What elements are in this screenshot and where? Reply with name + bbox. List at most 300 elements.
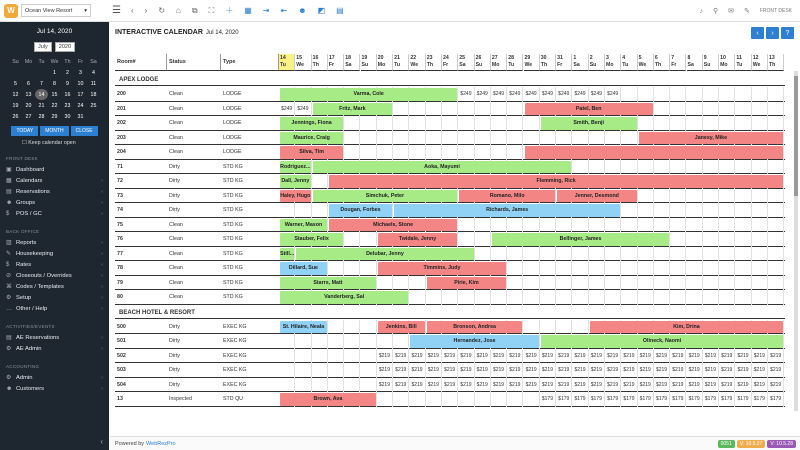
- day-cell[interactable]: [556, 320, 572, 335]
- day-cell[interactable]: $219: [719, 378, 735, 393]
- day-cell[interactable]: [393, 145, 409, 160]
- day-cell[interactable]: [670, 102, 686, 117]
- day-cell[interactable]: [295, 378, 311, 393]
- day-header[interactable]: 31 Fr: [556, 54, 572, 71]
- day-cell[interactable]: $249: [572, 87, 588, 102]
- day-cell[interactable]: [687, 87, 703, 102]
- day-cell[interactable]: $219: [393, 349, 409, 364]
- day-cell[interactable]: $249: [458, 87, 474, 102]
- day-cell[interactable]: [605, 247, 621, 262]
- day-cell[interactable]: $219: [442, 349, 458, 364]
- day-cell[interactable]: [312, 363, 328, 378]
- day-cell[interactable]: [735, 116, 751, 131]
- day-cell[interactable]: $179: [654, 392, 670, 407]
- day-cell[interactable]: [344, 116, 360, 131]
- day-header[interactable]: 13 Th: [768, 54, 784, 71]
- year-select[interactable]: 2020: [55, 42, 75, 52]
- day-cell[interactable]: [295, 349, 311, 364]
- day-cell[interactable]: $219: [491, 363, 507, 378]
- day-cell[interactable]: [687, 261, 703, 276]
- reservation-bar[interactable]: Patel, Ben: [525, 103, 653, 116]
- day-cell[interactable]: [475, 131, 491, 146]
- reservation-bar[interactable]: Maurice, Craig: [280, 132, 343, 145]
- day-cell[interactable]: [621, 290, 637, 305]
- day-cell[interactable]: [442, 116, 458, 131]
- day-cell[interactable]: [719, 232, 735, 247]
- day-cell[interactable]: $219: [524, 363, 540, 378]
- brand-link[interactable]: WebRezPro: [146, 440, 176, 447]
- day-header[interactable]: 28 Tu: [507, 54, 523, 71]
- reservation-bar[interactable]: Simchuk, Peter: [313, 190, 458, 203]
- day-cell[interactable]: $219: [572, 378, 588, 393]
- day-cell[interactable]: $219: [621, 363, 637, 378]
- reservation-bar[interactable]: St. Hilaire, Neala: [280, 321, 327, 334]
- day-cell[interactable]: [426, 131, 442, 146]
- day-cell[interactable]: [638, 189, 654, 204]
- day-cell[interactable]: [475, 218, 491, 233]
- day-cell[interactable]: $219: [638, 378, 654, 393]
- day-cell[interactable]: $219: [605, 349, 621, 364]
- day-cell[interactable]: [491, 116, 507, 131]
- day-cell[interactable]: [491, 131, 507, 146]
- calendar-day[interactable]: 17: [77, 91, 84, 98]
- day-cell[interactable]: [605, 261, 621, 276]
- day-cell[interactable]: $219: [426, 349, 442, 364]
- reservation-bar[interactable]: [525, 146, 784, 159]
- day-cell[interactable]: [344, 378, 360, 393]
- reservation-bar[interactable]: Dougan, Forbes: [329, 204, 392, 217]
- day-cell[interactable]: [344, 232, 360, 247]
- day-cell[interactable]: [687, 290, 703, 305]
- reservation-bar[interactable]: Twidale, Jenny: [378, 233, 458, 246]
- calendar-day[interactable]: 25: [90, 102, 97, 109]
- day-cell[interactable]: [735, 102, 751, 117]
- calendar-day[interactable]: 5: [14, 80, 17, 87]
- day-cell[interactable]: [409, 102, 425, 117]
- calendar-day[interactable]: 26: [12, 113, 19, 120]
- day-cell[interactable]: [621, 261, 637, 276]
- day-cell[interactable]: [670, 218, 686, 233]
- reservation-bar[interactable]: Janesy, Mike: [639, 132, 784, 145]
- day-cell[interactable]: [328, 363, 344, 378]
- reservation-bar[interactable]: Vanderberg, Sal: [280, 291, 408, 304]
- reservation-bar[interactable]: Varma, Cole: [280, 88, 457, 101]
- day-cell[interactable]: $219: [393, 378, 409, 393]
- day-cell[interactable]: $219: [621, 349, 637, 364]
- day-cell[interactable]: [752, 189, 768, 204]
- day-cell[interactable]: [344, 363, 360, 378]
- day-cell[interactable]: [312, 334, 328, 349]
- day-cell[interactable]: [670, 203, 686, 218]
- day-cell[interactable]: [475, 145, 491, 160]
- day-cell[interactable]: [458, 392, 474, 407]
- day-header[interactable]: 9 Su: [703, 54, 719, 71]
- day-cell[interactable]: [540, 320, 556, 335]
- day-cell[interactable]: [768, 218, 784, 233]
- day-cell[interactable]: $219: [752, 378, 768, 393]
- day-header[interactable]: 12 We: [752, 54, 768, 71]
- day-cell[interactable]: [687, 276, 703, 291]
- day-cell[interactable]: [344, 261, 360, 276]
- day-cell[interactable]: [409, 145, 425, 160]
- day-cell[interactable]: $219: [589, 378, 605, 393]
- day-cell[interactable]: $219: [670, 363, 686, 378]
- day-cell[interactable]: $219: [703, 363, 719, 378]
- day-cell[interactable]: [361, 131, 377, 146]
- day-cell[interactable]: [556, 261, 572, 276]
- calendar-day[interactable]: 3: [79, 69, 82, 76]
- day-cell[interactable]: $219: [703, 349, 719, 364]
- day-cell[interactable]: [768, 247, 784, 262]
- day-cell[interactable]: [621, 276, 637, 291]
- day-cell[interactable]: [572, 261, 588, 276]
- scrollbar[interactable]: [794, 71, 798, 411]
- day-cell[interactable]: [458, 131, 474, 146]
- day-cell[interactable]: [768, 261, 784, 276]
- day-header[interactable]: 18 Sa: [344, 54, 360, 71]
- day-cell[interactable]: [491, 392, 507, 407]
- day-cell[interactable]: [735, 87, 751, 102]
- day-cell[interactable]: [687, 102, 703, 117]
- day-cell[interactable]: [524, 392, 540, 407]
- day-cell[interactable]: [393, 392, 409, 407]
- day-cell[interactable]: [507, 290, 523, 305]
- day-cell[interactable]: [621, 247, 637, 262]
- calendar-day[interactable]: 30: [64, 113, 71, 120]
- day-cell[interactable]: [377, 116, 393, 131]
- reservation-bar[interactable]: Kim, Drina: [590, 321, 784, 334]
- day-cell[interactable]: $249: [524, 87, 540, 102]
- day-cell[interactable]: $179: [703, 392, 719, 407]
- day-cell[interactable]: [507, 392, 523, 407]
- day-cell[interactable]: [621, 203, 637, 218]
- day-header[interactable]: 5 We: [638, 54, 654, 71]
- calendar-day[interactable]: 12: [12, 91, 19, 98]
- reservation-bar[interactable]: Jennings, Fiona: [280, 117, 343, 130]
- day-cell[interactable]: [361, 145, 377, 160]
- day-cell[interactable]: $249: [475, 87, 491, 102]
- reports-icon[interactable]: ◩: [317, 6, 326, 15]
- day-cell[interactable]: [491, 102, 507, 117]
- day-cell[interactable]: [752, 247, 768, 262]
- day-cell[interactable]: [377, 131, 393, 146]
- day-cell[interactable]: [458, 145, 474, 160]
- reservation-bar[interactable]: Pirie, Kim: [427, 277, 507, 290]
- day-cell[interactable]: $179: [670, 392, 686, 407]
- day-cell[interactable]: [475, 247, 491, 262]
- day-cell[interactable]: [328, 261, 344, 276]
- day-header[interactable]: 8 Sa: [687, 54, 703, 71]
- day-cell[interactable]: [361, 378, 377, 393]
- calendar-day[interactable]: 24: [77, 102, 84, 109]
- day-cell[interactable]: [719, 247, 735, 262]
- day-cell[interactable]: [638, 203, 654, 218]
- day-cell[interactable]: [572, 290, 588, 305]
- day-cell[interactable]: [344, 334, 360, 349]
- day-header[interactable]: 25 Sa: [458, 54, 474, 71]
- day-cell[interactable]: $219: [621, 378, 637, 393]
- calendar-day[interactable]: 16: [64, 91, 71, 98]
- calendar-day[interactable]: 29: [51, 113, 58, 120]
- day-cell[interactable]: [279, 363, 295, 378]
- day-cell[interactable]: [638, 247, 654, 262]
- menu-item[interactable]: [0, 343, 109, 354]
- day-cell[interactable]: $249: [295, 102, 311, 117]
- day-cell[interactable]: [670, 232, 686, 247]
- month-select[interactable]: July: [34, 42, 52, 52]
- reservation-bar[interactable]: Dillard, Sue: [280, 262, 327, 275]
- day-cell[interactable]: [752, 160, 768, 175]
- day-cell[interactable]: [638, 290, 654, 305]
- reservation-bar[interactable]: Michaels, Stone: [329, 219, 457, 232]
- day-cell[interactable]: $219: [572, 363, 588, 378]
- day-cell[interactable]: $219: [475, 363, 491, 378]
- day-cell[interactable]: $179: [735, 392, 751, 407]
- day-cell[interactable]: [524, 131, 540, 146]
- day-cell[interactable]: [312, 349, 328, 364]
- day-cell[interactable]: [426, 290, 442, 305]
- forward-icon[interactable]: ›: [144, 6, 148, 15]
- day-cell[interactable]: [605, 290, 621, 305]
- day-cell[interactable]: [719, 189, 735, 204]
- calendar-day[interactable]: 15: [51, 91, 58, 98]
- day-cell[interactable]: [540, 131, 556, 146]
- checkout-icon[interactable]: ⇤: [280, 6, 288, 15]
- day-cell[interactable]: [719, 116, 735, 131]
- day-cell[interactable]: [442, 131, 458, 146]
- day-cell[interactable]: [687, 189, 703, 204]
- fullscreen-icon[interactable]: ⛶: [208, 5, 215, 15]
- day-cell[interactable]: $179: [752, 392, 768, 407]
- day-cell[interactable]: [654, 203, 670, 218]
- day-header[interactable]: 24 Fr: [442, 54, 458, 71]
- day-cell[interactable]: [735, 276, 751, 291]
- day-header[interactable]: 30 Th: [540, 54, 556, 71]
- day-cell[interactable]: [589, 261, 605, 276]
- day-header[interactable]: 6 Th: [654, 54, 670, 71]
- day-cell[interactable]: [328, 334, 344, 349]
- day-cell[interactable]: [670, 276, 686, 291]
- calendar-day[interactable]: 8: [53, 80, 56, 87]
- day-cell[interactable]: [475, 290, 491, 305]
- day-cell[interactable]: $219: [556, 363, 572, 378]
- day-cell[interactable]: $219: [638, 349, 654, 364]
- day-cell[interactable]: [735, 290, 751, 305]
- day-cell[interactable]: [638, 276, 654, 291]
- day-cell[interactable]: $179: [589, 392, 605, 407]
- day-cell[interactable]: [540, 218, 556, 233]
- day-cell[interactable]: [442, 102, 458, 117]
- day-cell[interactable]: [426, 145, 442, 160]
- day-cell[interactable]: $219: [507, 363, 523, 378]
- day-cell[interactable]: $249: [491, 87, 507, 102]
- day-cell[interactable]: $219: [458, 378, 474, 393]
- day-header[interactable]: 11 Tu: [735, 54, 751, 71]
- day-cell[interactable]: [719, 276, 735, 291]
- day-cell[interactable]: $219: [589, 349, 605, 364]
- day-cell[interactable]: [703, 276, 719, 291]
- day-cell[interactable]: [752, 203, 768, 218]
- reservation-bar[interactable]: Romano, Milo: [459, 190, 555, 203]
- reservation-bar[interactable]: Dall, Jenny: [280, 175, 311, 188]
- menu-item[interactable]: [0, 270, 109, 281]
- day-cell[interactable]: $219: [687, 378, 703, 393]
- menu-item[interactable]: [0, 237, 109, 248]
- window-icon[interactable]: ⧉: [191, 5, 198, 15]
- day-cell[interactable]: [556, 290, 572, 305]
- day-cell[interactable]: [295, 363, 311, 378]
- day-cell[interactable]: [475, 392, 491, 407]
- day-cell[interactable]: [409, 392, 425, 407]
- day-cell[interactable]: $219: [670, 378, 686, 393]
- day-cell[interactable]: [458, 218, 474, 233]
- day-cell[interactable]: [328, 378, 344, 393]
- day-cell[interactable]: [312, 203, 328, 218]
- day-cell[interactable]: $219: [572, 349, 588, 364]
- day-cell[interactable]: [654, 116, 670, 131]
- day-cell[interactable]: [654, 247, 670, 262]
- day-cell[interactable]: [638, 87, 654, 102]
- day-cell[interactable]: [475, 116, 491, 131]
- day-cell[interactable]: [507, 218, 523, 233]
- day-cell[interactable]: [687, 247, 703, 262]
- add-icon[interactable]: ＋: [225, 6, 234, 15]
- menu-item[interactable]: [0, 164, 109, 175]
- day-cell[interactable]: [638, 160, 654, 175]
- day-cell[interactable]: $219: [687, 363, 703, 378]
- day-cell[interactable]: [279, 349, 295, 364]
- day-cell[interactable]: [524, 247, 540, 262]
- day-cell[interactable]: [752, 261, 768, 276]
- calendar-day[interactable]: 21: [38, 102, 45, 109]
- day-cell[interactable]: [279, 378, 295, 393]
- day-cell[interactable]: $219: [409, 349, 425, 364]
- day-cell[interactable]: [279, 203, 295, 218]
- day-cell[interactable]: [524, 261, 540, 276]
- month-button[interactable]: MONTH: [40, 126, 68, 136]
- day-cell[interactable]: [572, 218, 588, 233]
- property-select[interactable]: Ocean View Resort ▾: [21, 4, 91, 17]
- day-cell[interactable]: $219: [752, 363, 768, 378]
- day-cell[interactable]: $219: [409, 378, 425, 393]
- day-header[interactable]: 19 Su: [361, 54, 377, 71]
- day-cell[interactable]: $249: [556, 87, 572, 102]
- day-cell[interactable]: $219: [556, 378, 572, 393]
- day-cell[interactable]: [768, 232, 784, 247]
- home-icon[interactable]: ⌂: [176, 6, 181, 15]
- day-cell[interactable]: [670, 189, 686, 204]
- day-cell[interactable]: [719, 261, 735, 276]
- day-cell[interactable]: [703, 102, 719, 117]
- day-cell[interactable]: [344, 131, 360, 146]
- calendar-day[interactable]: 20: [25, 102, 32, 109]
- reservation-bar[interactable]: Bellinger, James: [492, 233, 669, 246]
- day-cell[interactable]: [426, 102, 442, 117]
- day-cell[interactable]: [752, 232, 768, 247]
- day-cell[interactable]: [768, 102, 784, 117]
- day-cell[interactable]: [735, 218, 751, 233]
- day-cell[interactable]: $219: [605, 378, 621, 393]
- day-cell[interactable]: $219: [475, 349, 491, 364]
- reservation-bar[interactable]: Jenner, Desmond: [557, 190, 637, 203]
- day-cell[interactable]: $179: [687, 392, 703, 407]
- day-cell[interactable]: [393, 102, 409, 117]
- day-cell[interactable]: [621, 87, 637, 102]
- day-cell[interactable]: [507, 247, 523, 262]
- day-cell[interactable]: [638, 218, 654, 233]
- day-cell[interactable]: [540, 261, 556, 276]
- group-icon[interactable]: ☻: [298, 6, 307, 15]
- day-cell[interactable]: $219: [703, 378, 719, 393]
- day-cell[interactable]: [768, 116, 784, 131]
- day-cell[interactable]: [572, 131, 588, 146]
- day-cell[interactable]: [670, 261, 686, 276]
- calendar-day[interactable]: 10: [77, 80, 84, 87]
- day-cell[interactable]: $219: [458, 349, 474, 364]
- day-cell[interactable]: [393, 276, 409, 291]
- day-cell[interactable]: [735, 160, 751, 175]
- day-cell[interactable]: [735, 247, 751, 262]
- day-cell[interactable]: [344, 349, 360, 364]
- reservation-bar[interactable]: Olineck, Naomi: [541, 335, 784, 348]
- day-cell[interactable]: [458, 102, 474, 117]
- calendar-day[interactable]: 14: [35, 89, 48, 100]
- day-header[interactable]: 2 Su: [589, 54, 605, 71]
- day-cell[interactable]: [654, 290, 670, 305]
- day-cell[interactable]: [654, 87, 670, 102]
- day-cell[interactable]: $249: [605, 87, 621, 102]
- menu-item[interactable]: [0, 208, 109, 219]
- day-cell[interactable]: [572, 247, 588, 262]
- day-cell[interactable]: [703, 247, 719, 262]
- day-cell[interactable]: [475, 232, 491, 247]
- day-cell[interactable]: $179: [719, 392, 735, 407]
- day-cell[interactable]: $219: [638, 363, 654, 378]
- menu-item[interactable]: [0, 383, 109, 394]
- day-cell[interactable]: $179: [638, 392, 654, 407]
- day-cell[interactable]: $219: [735, 378, 751, 393]
- day-cell[interactable]: $249: [279, 102, 295, 117]
- day-cell[interactable]: [507, 276, 523, 291]
- day-cell[interactable]: [524, 218, 540, 233]
- day-header[interactable]: 4 Tu: [621, 54, 637, 71]
- day-cell[interactable]: $219: [442, 378, 458, 393]
- day-cell[interactable]: [409, 116, 425, 131]
- day-cell[interactable]: [719, 87, 735, 102]
- collapse-icon[interactable]: ‹: [100, 437, 103, 446]
- day-cell[interactable]: [703, 261, 719, 276]
- day-cell[interactable]: $219: [605, 363, 621, 378]
- day-cell[interactable]: [475, 102, 491, 117]
- day-cell[interactable]: [687, 232, 703, 247]
- day-cell[interactable]: [654, 218, 670, 233]
- day-cell[interactable]: $219: [654, 378, 670, 393]
- day-cell[interactable]: [605, 160, 621, 175]
- day-cell[interactable]: [605, 276, 621, 291]
- day-cell[interactable]: $179: [621, 392, 637, 407]
- reservation-bar[interactable]: Fritz, Mark: [313, 103, 393, 116]
- day-cell[interactable]: [768, 276, 784, 291]
- day-cell[interactable]: [295, 334, 311, 349]
- day-cell[interactable]: [768, 160, 784, 175]
- day-cell[interactable]: [409, 290, 425, 305]
- day-header[interactable]: 20 Mo: [377, 54, 393, 71]
- day-cell[interactable]: [556, 247, 572, 262]
- day-cell[interactable]: $179: [572, 392, 588, 407]
- calendar-day[interactable]: 27: [25, 113, 32, 120]
- day-cell[interactable]: [409, 131, 425, 146]
- day-cell[interactable]: $219: [458, 363, 474, 378]
